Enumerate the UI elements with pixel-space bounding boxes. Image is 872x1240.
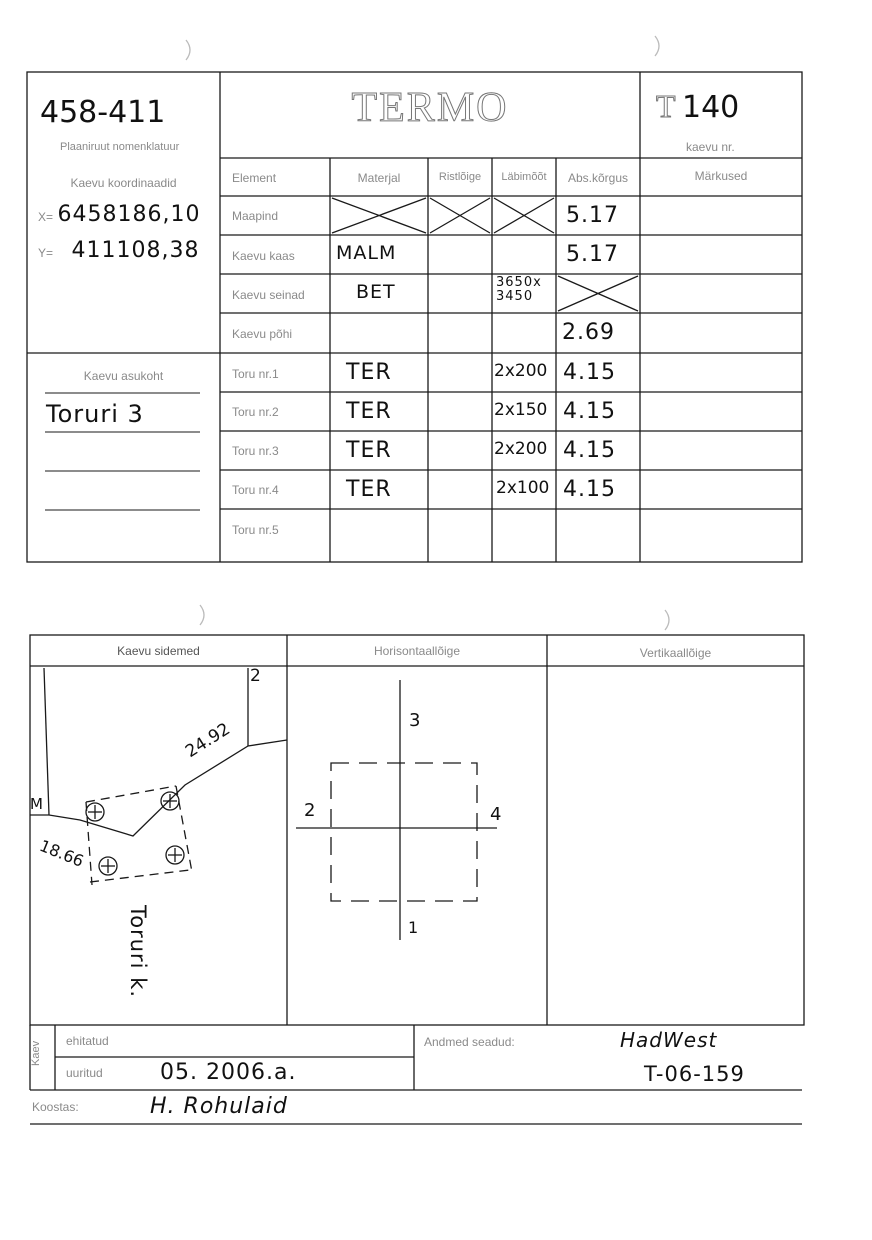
header-notes: Märkused — [694, 169, 748, 183]
data-source-label: Andmed seadud: — [424, 1035, 515, 1049]
sketch-corner-2: 2 — [250, 666, 262, 686]
table-row-element: Toru nr.1 — [232, 367, 279, 381]
y-coordinate — [38, 238, 199, 263]
compiled-label: Koostas: — [32, 1100, 79, 1114]
pipe-label-1: 1 — [408, 918, 420, 937]
table-row-material: MALM — [336, 242, 397, 264]
header-material: Materjal — [357, 171, 401, 185]
sketch-corner-m: M — [30, 795, 44, 813]
header-horizontal: Horisontaallõige — [373, 644, 461, 658]
table-row-element: Toru nr.2 — [232, 405, 279, 419]
table-row-height: 2.69 — [562, 320, 615, 345]
table-row-material: TER — [346, 477, 392, 502]
table-row-diameter: 2x150 — [494, 400, 548, 420]
header-element: Element — [232, 171, 277, 185]
header-vertical: Vertikaallõige — [639, 646, 712, 660]
table-row-element: Maapind — [232, 209, 279, 223]
table-row-height: 4.15 — [563, 477, 616, 502]
header-section: Ristlõige — [438, 171, 482, 183]
x-label: X= — [38, 210, 54, 224]
well-number-value: 140 — [682, 90, 740, 125]
pipe-label-2: 2 — [304, 800, 317, 821]
sketch-street-name: Toruri k. — [126, 905, 150, 999]
footer-side-label: Kaev — [30, 1040, 42, 1066]
table-row-element: Toru nr.5 — [232, 523, 279, 537]
table-row-height: 5.17 — [566, 203, 619, 228]
surveyed-label: uuritud — [66, 1066, 103, 1080]
table-row-element: Toru nr.4 — [232, 483, 279, 497]
data-source-code: T-06-159 — [644, 1062, 745, 1086]
table-row-material: TER — [346, 360, 392, 385]
location-label: Kaevu asukoht — [83, 369, 164, 383]
built-label: ehitatud — [66, 1034, 109, 1048]
coords-label: Kaevu koordinaadid — [70, 176, 177, 190]
table-row-diameter: 3650x 3450 — [496, 275, 542, 304]
well-number — [656, 88, 739, 125]
well-number-prefix: T — [656, 88, 678, 124]
pipe-label-3: 3 — [409, 710, 422, 731]
sketch-distance-a: 24.92 — [182, 719, 234, 762]
table-row-material: TER — [346, 399, 392, 424]
table-row-element: Toru nr.3 — [232, 444, 279, 458]
y-label: Y= — [38, 246, 54, 260]
table-row-diameter: 2x200 — [494, 439, 548, 459]
table-row-height: 4.15 — [563, 438, 616, 463]
table-row-element: Kaevu seinad — [232, 288, 305, 302]
y-value: 411108,38 — [71, 238, 200, 263]
surveyed-value: 05. 2006.a. — [160, 1060, 297, 1085]
nomenclature-label: Plaaniruut nomenklatuur — [60, 141, 180, 153]
table-row-material: BET — [356, 281, 396, 303]
well-number-label: kaevu nr. — [686, 140, 735, 154]
table-row-height: 5.17 — [566, 242, 619, 267]
table-row-height: 4.15 — [563, 360, 616, 385]
table-row-material: TER — [346, 438, 392, 463]
table-row-diameter: 2x100 — [496, 478, 550, 498]
compiled-value: H. Rohulaid — [150, 1094, 288, 1119]
location-value: Toruri 3 — [46, 400, 144, 428]
sketch-distance-b: 18.66 — [36, 836, 87, 871]
table-row-element: Kaevu kaas — [232, 249, 295, 263]
header-diameter: Läbimõõt — [501, 171, 547, 183]
nomenclature-value: 458-411 — [40, 95, 166, 130]
form-title: TERMO — [351, 85, 509, 131]
header-height: Abs.kõrgus — [567, 171, 629, 185]
header-sidemed: Kaevu sidemed — [117, 644, 200, 658]
data-source-value: HadWest — [620, 1028, 718, 1052]
x-value: 6458186,10 — [57, 202, 201, 227]
table-row-height: 4.15 — [563, 399, 616, 424]
table-row-diameter: 2x200 — [494, 361, 548, 381]
pipe-label-4: 4 — [490, 804, 503, 825]
x-coordinate — [38, 202, 200, 227]
table-row-element: Kaevu põhi — [232, 327, 293, 341]
